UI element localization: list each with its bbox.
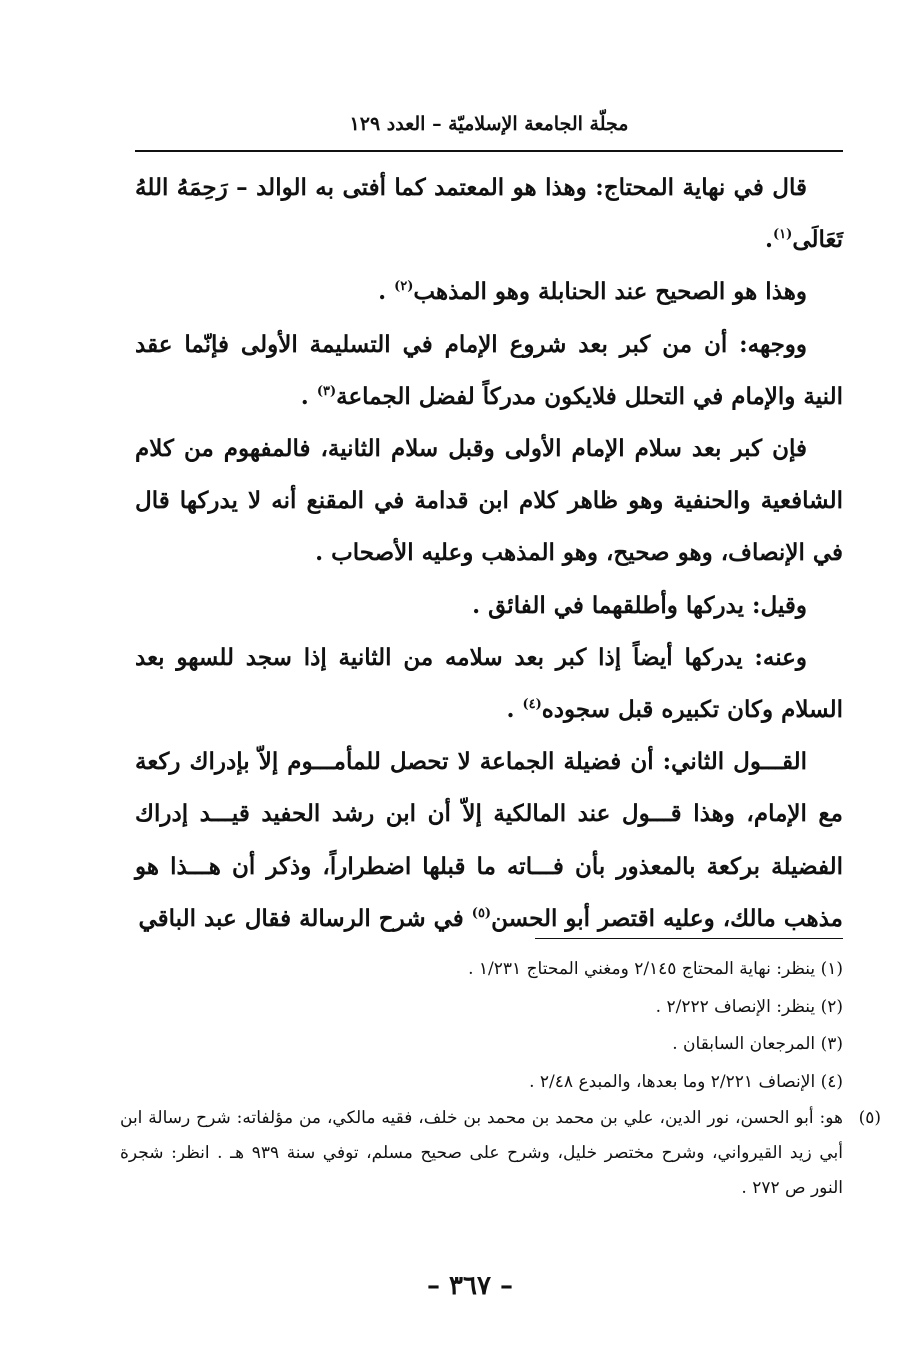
paragraph-text-continued: في شرح الرسالة فقال عبد الباقي xyxy=(138,904,472,932)
footnote-1 xyxy=(120,951,843,989)
footnotes xyxy=(120,951,881,1206)
page-number: – ٣٦٧ – xyxy=(426,1271,514,1301)
body-paragraph-1 xyxy=(135,162,843,266)
running-header: مجلّة الجامعة الإسلاميّة – العدد ١٢٩ xyxy=(349,113,629,135)
footnote-divider xyxy=(535,938,843,939)
footnote-ref-5: (٥) xyxy=(471,905,492,921)
footnote-number: (٢) xyxy=(820,996,843,1017)
footnote-ref-4: (٤) xyxy=(522,697,542,713)
paragraph-end: . xyxy=(506,696,523,724)
paragraph-end: . xyxy=(378,278,395,306)
footnote-text: ينظر: الإنصاف ٢/٢٢٢ . xyxy=(655,996,816,1017)
paragraph-text: قال في نهاية المحتاج: وهذا هو المعتمد كما أفتى به الوالد – رَحِمَهُ اللهُ تَعَالَى xyxy=(135,174,843,254)
footnote-number: (٣) xyxy=(820,1034,843,1054)
body-paragraph-3 xyxy=(135,319,843,423)
body-paragraph-5 xyxy=(135,580,843,632)
footnote-3 xyxy=(120,1026,843,1064)
paragraph-text: وعنه: يدركها أيضاً إذا كبر بعد سلامه من الثانية إذا سجد للسهو بعد السلام وكان تكبيره قبل سجوده xyxy=(135,643,843,724)
paragraph-text: وقيل: يدركها وأطلقهما في الفائق . xyxy=(472,591,807,619)
paragraph-text: ووجهه: أن من كبر بعد شروع الإمام في التسليمة الأولى فإنّما عقد النية والإمام في التحلل فلايكون مدركاً لفضل الجماعة xyxy=(135,330,843,410)
paragraph-end: . xyxy=(300,382,317,410)
body-paragraph-2 xyxy=(135,266,843,318)
body-paragraph-4 xyxy=(135,423,843,580)
footnote-2 xyxy=(120,989,843,1027)
footnote-number: (٥) xyxy=(858,1108,881,1128)
paragraph-text: وهذا هو الصحيح عند الحنابلة وهو المذهب xyxy=(413,278,807,306)
main-body xyxy=(135,162,843,945)
footnote-ref-3: (٣) xyxy=(316,383,337,399)
header-divider xyxy=(135,150,843,152)
body-paragraph-7 xyxy=(135,736,843,945)
paragraph-text: فإن كبر بعد سلام الإمام الأولى وقبل سلام الثانية، فالمفهوم من كلام الشافعية والحنفية وهو ظاهر كلام ابن قدامة في المقنع أنه لا يدركها قال في الإنصاف، وهو صحيح، وهو المذهب وعليه الأصحاب . xyxy=(135,435,843,567)
footnote-number: (١) xyxy=(820,959,843,979)
footnote-text: ينظر: نهاية المحتاج ٢/١٤٥ ومغني المحتاج ١/٢٣١ . xyxy=(468,959,816,979)
body-paragraph-6 xyxy=(135,632,843,736)
footnote-ref-2: (٢) xyxy=(394,279,414,295)
footnote-5 xyxy=(120,1101,881,1206)
footnote-4 xyxy=(120,1064,843,1102)
paragraph-text: القـــول الثاني: أن فضيلة الجماعة لا تحصل للمأمـــوم إلاّ بإدراك ركعة مع الإمام، وهذا قـــول عند المالكية إلاّ أن ابن رشد الحفيد قيـــد إدراك الفضيلة بركعة بالمعذور بأن فـــاته ما قبلها اضطراراً، وذكر أن هـــذا هو مذهب مالك، وعليه اقتصر أبو الحسن xyxy=(135,748,843,932)
footnote-number: (٤) xyxy=(820,1071,843,1092)
paragraph-end: . xyxy=(765,226,774,254)
footnote-ref-1: (١) xyxy=(773,227,793,243)
footnote-text: الإنصاف ٢/٢٢١ وما بعدها، والمبدع ٢/٤٨ . xyxy=(529,1071,816,1092)
footnote-text: هو: أبو الحسن، نور الدين، علي بن محمد بن محمد بن خلف، فقيه مالكي، من مؤلفاته: شرح رسالة ابن أبي زيد القيرواني، وشرح مختصر خليل، وشرح على صحيح مسلم، توفي سنة ٩٣٩ هـ . انظر: شجرة النور ص ٢٧٢ . xyxy=(120,1108,843,1198)
footnote-text: المرجعان السابقان . xyxy=(672,1034,816,1054)
